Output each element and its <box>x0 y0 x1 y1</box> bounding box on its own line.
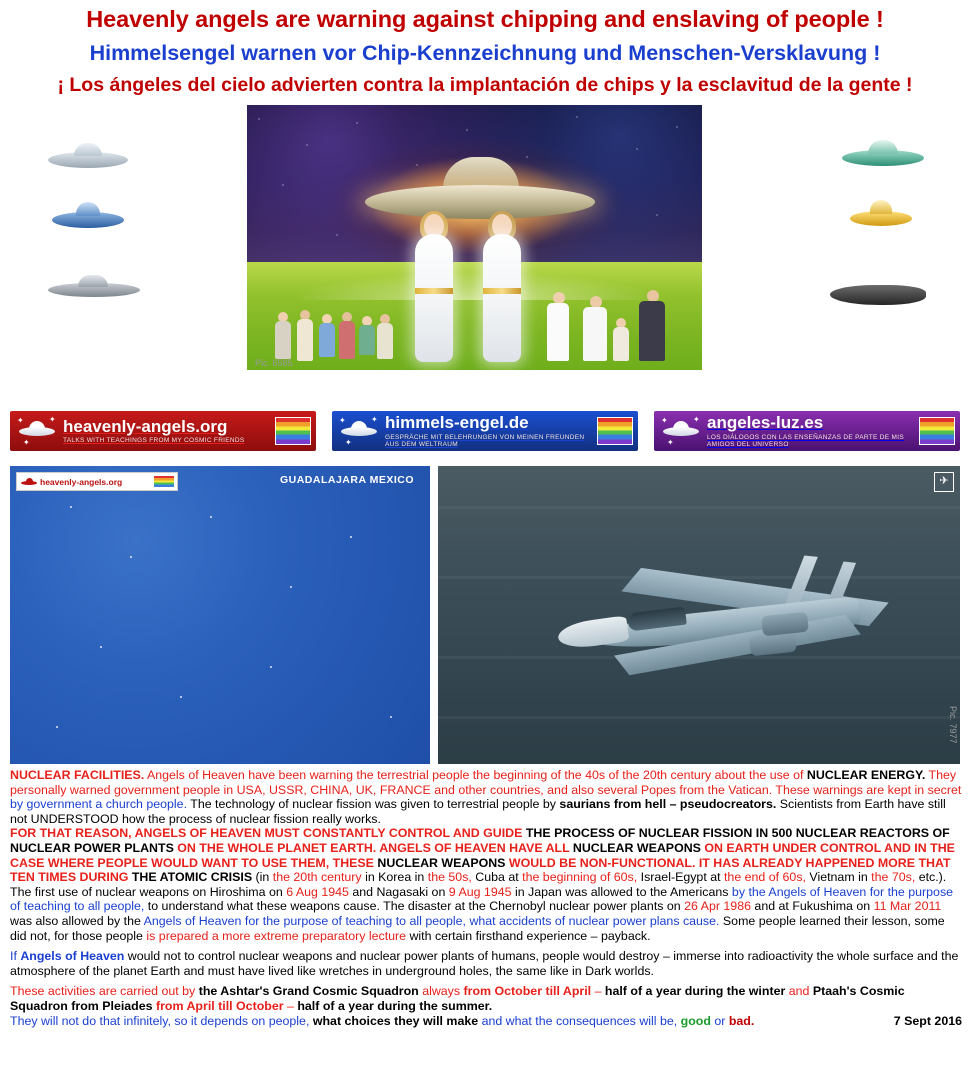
person-figure <box>275 312 291 360</box>
text-span: The technology of nuclear fission was given to terrestrial people by <box>187 797 560 812</box>
text-span: THE ATOMIC CRISIS <box>131 870 256 885</box>
text-span: the end of 60s, <box>723 870 806 885</box>
text-span: and <box>788 984 813 999</box>
illustration-band <box>0 105 970 375</box>
photo-fighter-jet <box>438 466 960 764</box>
text-span: 6 Aug 1945 <box>286 884 353 899</box>
text-span: and at Fukushima on <box>754 899 874 914</box>
beamship-logo-icon: ✦ ✦ ✦ <box>17 415 56 447</box>
rainbow-icon <box>275 417 311 445</box>
banner-himmels-engel-de[interactable] <box>332 411 638 451</box>
text-span: ON THE WHOLE PLANET EARTH. ANGELS OF HEAVEN HAVE ALL <box>177 840 573 855</box>
picture-caption: Pic. 6585 <box>255 357 293 368</box>
photo-row <box>10 466 960 764</box>
person-figure <box>339 312 355 360</box>
text-span: Ptaah's Cosmic Squadron from Pleiades <box>10 984 905 1013</box>
text-span: – <box>594 984 605 999</box>
text-span: WOULD BE NON-FUNCTIONAL. IT HAS ALREADY HAPPENED MORE THAT TEN TIMES DURING <box>10 855 951 885</box>
person-figure <box>583 296 607 362</box>
site-banner-row <box>10 411 960 451</box>
rainbow-icon <box>597 417 633 445</box>
text-span: 11 Mar 2011 <box>873 899 942 914</box>
person-figure <box>377 314 393 360</box>
text-span: Cuba at <box>471 870 523 885</box>
text-span: saurians from hell – pseudocreators. <box>559 797 777 812</box>
headline-english: Heavenly angels are warning against chipping and enslaving of people ! <box>86 6 884 32</box>
text-span: or <box>714 1013 729 1028</box>
text-span: 9 Aug 1945 <box>448 884 515 899</box>
person-figure <box>547 292 569 362</box>
text-span: by government a church people. <box>10 797 188 812</box>
text-span: THE PROCESS OF NUCLEAR FISSION IN 500 NUCLEAR REACTORS OF NUCLEAR POWER PLANTS <box>10 826 950 855</box>
person-figure <box>319 314 335 358</box>
text-span: half of a year during the summer. <box>297 998 493 1013</box>
paragraph-squadrons <box>10 984 962 1013</box>
photo-corner-badge: ✈ <box>934 472 954 492</box>
banner-title: angeles-luz.es <box>707 413 824 433</box>
beamship-icon-left-1 <box>48 140 128 174</box>
text-span: by the Angels of Heaven for the purpose of teaching to all people, <box>10 884 954 914</box>
text-span: NUCLEAR ENERGY. <box>806 768 926 782</box>
text-span: and Nagasaki on <box>352 884 449 899</box>
text-span: Angels of Heaven have been warning the terrestrial people the beginning of the 40s of the 20th century about the use of <box>144 768 807 782</box>
article-body <box>10 768 962 1028</box>
text-span: the 50s, <box>427 870 472 885</box>
rainbow-icon <box>919 417 955 445</box>
text-span: from April till October <box>155 998 287 1013</box>
text-span: They personally warned government people in USA, USSR, CHINA, UK, FRANCE and other countries, and also several Popes from the Vatican. These warnings are <box>10 768 957 797</box>
text-span: the beginning of 60s, <box>522 870 638 885</box>
banner-title: heavenly-angels.org <box>63 416 228 436</box>
person-figure <box>297 310 313 362</box>
text-span: what choices they will make <box>312 1013 482 1028</box>
beamship-logo-icon <box>21 476 37 488</box>
text-span: is prepared a more extreme preparatory lecture <box>146 928 410 943</box>
text-span: They will not do that infinitely, so it depends on people, <box>10 1013 313 1028</box>
beamship-icon-left-3 <box>48 273 140 303</box>
beamship-icon-right-3 <box>830 275 926 309</box>
text-span: bad. <box>728 1013 755 1028</box>
text-span: FOR THAT REASON, ANGELS OF HEAVEN MUST CONSTANTLY CONTROL AND GUIDE <box>10 826 526 841</box>
banner-subtitle: LOS DIÁLOGOS CON LAS ENSEÑANZAS DE PARTE DE MIS AMIGOS DEL UNIVERSO <box>707 433 904 448</box>
text-span: NUCLEAR WEAPONS <box>377 855 509 870</box>
text-span: the Ashtar's Grand Cosmic Squadron <box>198 984 423 999</box>
photo-sky-guadalajara <box>10 466 430 764</box>
beamship-icon-right-2 <box>850 197 912 235</box>
banner-title: himmels-engel.de <box>385 413 529 433</box>
person-figure <box>639 290 665 362</box>
headline-spanish: ¡ Los ángeles del cielo advierten contra la implantación de chips y la esclavitud de la gente ! <box>57 74 913 97</box>
text-span: and what the consequences will be, <box>481 1013 681 1028</box>
text-span: Vietnam in <box>805 870 872 885</box>
banner-heavenly-angels-org[interactable] <box>10 411 316 451</box>
text-span: etc.). The first use of nuclear weapons on Hiroshima on <box>10 870 947 899</box>
banner-angeles-luz-es[interactable] <box>654 411 960 451</box>
text-span: to understand what these weapons cause. The disaster at the Chernobyl nuclear power plants on <box>144 899 685 914</box>
text-span: NUCLEAR WEAPONS <box>572 840 705 855</box>
text-span: ON EARTH UNDER CONTROL AND IN THE CASE WHERE PEOPLE WOULD WANT TO USE THEM, THESE <box>10 840 955 870</box>
photo-watermark <box>16 472 178 491</box>
text-span: kept in secret <box>887 782 962 797</box>
person-figure <box>359 316 375 356</box>
text-span: These activities are carried out by <box>10 984 199 999</box>
banner-subtitle: GESPRÄCHE MIT BELEHRUNGEN VON MEINEN FREUNDEN AUS DEM WELTRAUM <box>385 433 585 448</box>
text-span: – <box>287 998 298 1013</box>
person-figure <box>613 318 629 362</box>
text-span: in Korea in <box>365 870 428 885</box>
text-span: Angels of Heaven <box>20 949 128 964</box>
text-span: from October till April <box>463 984 595 999</box>
text-span: NUCLEAR FACILITIES. <box>10 768 145 782</box>
beamship-icon-right-1 <box>842 138 924 172</box>
text-span: the 20th century <box>272 870 366 885</box>
text-span: Some people learned their lesson, some did not, for those people <box>10 913 945 943</box>
angel-figure-left <box>407 214 461 364</box>
banner-subtitle: TALKS WITH TEACHINGS FROM MY COSMIC FRIENDS <box>63 437 245 445</box>
paragraph-nuclear-facilities <box>10 768 962 826</box>
text-span: with certain firsthand experience – payback. <box>409 928 651 943</box>
text-span: Scientists from Earth have still not UNDERSTOOD how the process of nuclear fission really works. <box>10 797 946 826</box>
text-span: always <box>422 984 464 999</box>
paragraph-if-angels <box>10 949 962 978</box>
text-span: 26 Apr 1986 <box>684 899 755 914</box>
jet-illustration <box>500 548 900 698</box>
text-span: half of a year during the winter <box>604 984 789 999</box>
paragraph-angels-control <box>10 826 962 943</box>
text-span: (in <box>255 870 273 885</box>
beamship-logo-icon: ✦ ✦ ✦ <box>661 415 700 447</box>
watermark-text: heavenly-angels.org <box>40 476 123 487</box>
photo-location-label: GUADALAJARA MEXICO <box>279 474 414 486</box>
paragraph-closing <box>10 1014 962 1029</box>
text-span: the 70s, <box>871 870 916 885</box>
headline-german: Himmelsengel warnen vor Chip-Kennzeichnung und Menschen-Versklavung ! <box>89 40 881 65</box>
main-illustration <box>247 105 702 370</box>
publication-date: 7 Sept 2016 <box>893 1013 962 1028</box>
text-span: in Japan was allowed to the Americans <box>514 884 732 899</box>
text-span: would not to control nuclear weapons and nuclear power plants of humans, people would destroy – immerse into radioactivity the whole surface and the atmosphere of the planet Earth and must have lived like wretches in underground holes, the same like in Dark worlds. <box>10 949 959 978</box>
angel-figure-right <box>475 214 529 364</box>
text-span: If <box>10 949 21 964</box>
photo-caption: Pic. 7977 <box>948 706 958 744</box>
text-span: good <box>680 1013 715 1028</box>
text-span: Angels of Heaven for the purpose of teaching to all people, what accidents of nuclear power plans cause. <box>143 913 720 928</box>
beamship-logo-icon: ✦ ✦ ✦ <box>339 415 378 447</box>
beamship-icon-left-2 <box>52 198 124 234</box>
rainbow-icon <box>154 476 174 487</box>
text-span: Israel-Egypt at <box>637 870 724 885</box>
text-span: was also allowed by the <box>10 913 144 928</box>
